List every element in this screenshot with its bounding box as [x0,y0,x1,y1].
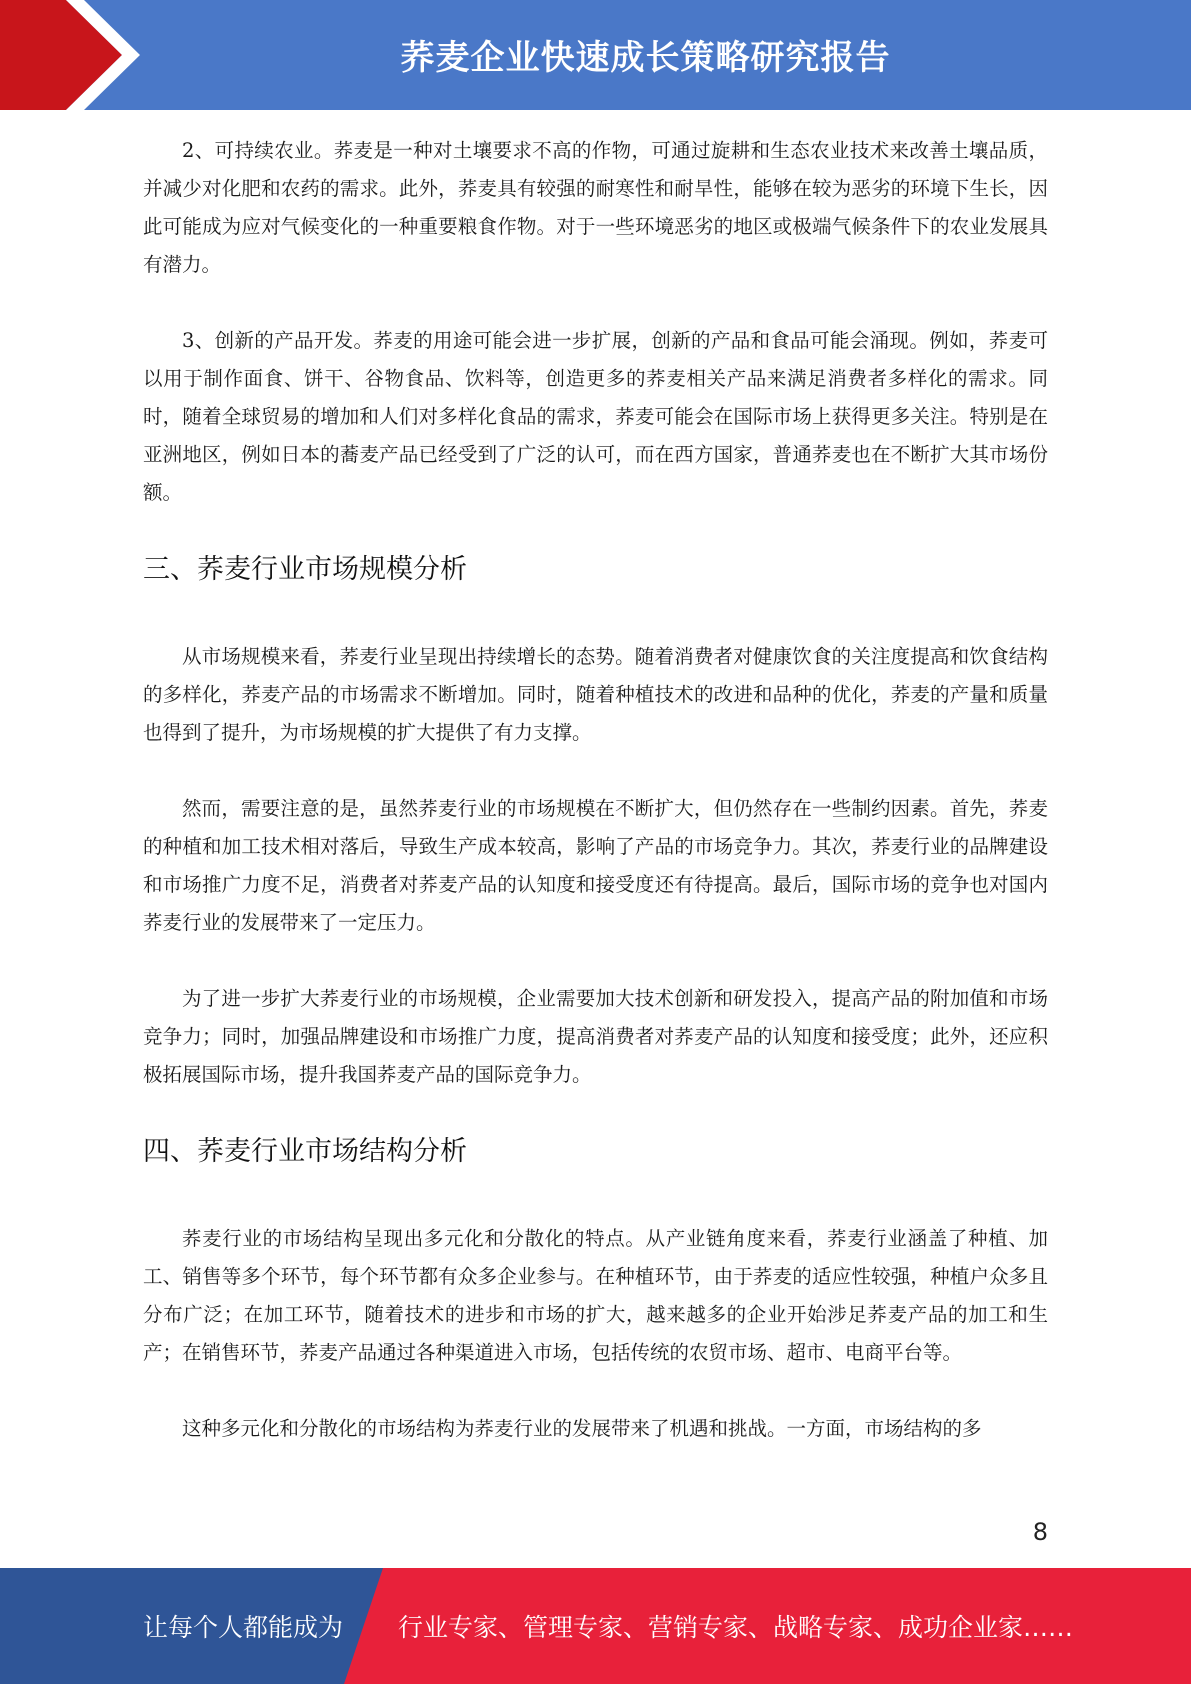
paragraph-expansion-strategy: 为了进一步扩大荞麦行业的市场规模，企业需要加大技术创新和研发投入，提高产品的附加值和市场竞争力；同时，加强品牌建设和市场推广力度，提高消费者对荞麦产品的认知度和接受度；此外，还应积极拓展国际市场，提升我国荞麦产品的国际竞争力。 [143,987,1048,1086]
paragraph-constraints: 然而，需要注意的是，虽然荞麦行业的市场规模在不断扩大，但仍然存在一些制约因素。首先，荞麦的种植和加工技术相对落后，导致生产成本较高，影响了产品的市场竞争力。其次，荞麦行业的品牌建设和市场推广力度不足，消费者对荞麦产品的认知度和接受度还有待提高。最后，国际市场的竞争也对国内荞麦行业的发展带来了一定压力。 [143,797,1048,934]
section-title-market-size: 三、荞麦行业市场规模分析 [143,554,467,585]
section-title-market-structure: 四、荞麦行业市场结构分析 [143,1136,467,1167]
main-content [143,132,1048,1486]
paragraph-product-innovation: 3、创新的产品开发。荞麦的用途可能会进一步扩展，创新的产品和食品可能会涌现。例如，荞麦可以用于制作面食、饼干、谷物食品、饮料等，创造更多的荞麦相关产品来满足消费者多样化的需求。同时，随着全球贸易的增加和人们对多样化食品的需求，荞麦可能会在国际市场上获得更多关注。特别是在亚洲地区，例如日本的蕎麦产品已经受到了广泛的认可，而在西方国家，普通荞麦也在不断扩大其市场份额。 [143,329,1048,504]
paragraph-sustainable-agriculture: 2、可持续农业。荞麦是一种对土壤要求不高的作物，可通过旋耕和生态农业技术来改善土壤品质，并减少对化肥和农药的需求。此外，荞麦具有较强的耐寒性和耐旱性，能够在较为恶劣的环境下生长，因此可能成为应对气候变化的一种重要粮食作物。对于一些环境恶劣的地区或极端气候条件下的农业发展具有潜力。 [143,139,1048,276]
footer-slogan-right: 行业专家、管理专家、营销专家、战略专家、成功企业家…… [398,1613,1074,1642]
footer-slogan-left: 让每个人都能成为 [143,1613,344,1642]
header-banner [0,0,1191,110]
page-number: 8 [1032,1518,1048,1546]
paragraph-structure-features: 荞麦行业的市场结构呈现出多元化和分散化的特点。从产业链角度来看，荞麦行业涵盖了种植、加工、销售等多个环节，每个环节都有众多企业参与。在种植环节，由于荞麦的适应性较强，种植户众多且分布广泛；在加工环节，随着技术的进步和市场的扩大，越来越多的企业开始涉足荞麦产品的加工和生产；在销售环节，荞麦产品通过各种渠道进入市场，包括传统的农贸市场、超市、电商平台等。 [143,1227,1048,1364]
paragraph-opportunities: 这种多元化和分散化的市场结构为荞麦行业的发展带来了机遇和挑战。一方面，市场结构的多 [182,1417,982,1440]
paragraph-market-growth: 从市场规模来看，荞麦行业呈现出持续增长的态势。随着消费者对健康饮食的关注度提高和饮食结构的多样化，荞麦产品的市场需求不断增加。同时，随着种植技术的改进和品种的优化，荞麦的产量和质量也得到了提升，为市场规模的扩大提供了有力支撑。 [143,645,1048,744]
report-title: 荞麦企业快速成长策略研究报告 [400,38,891,78]
footer-banner [0,1568,1191,1684]
